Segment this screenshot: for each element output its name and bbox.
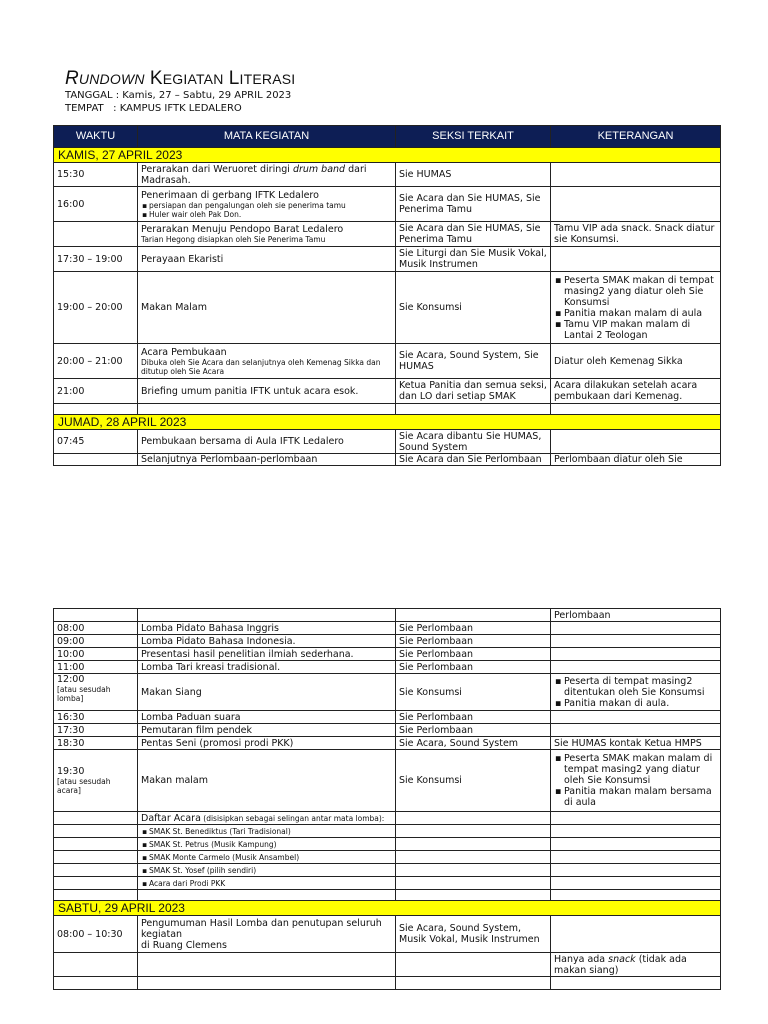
list-item: ▪ Peserta SMAK makan malam di tempat masing2 yang diatur oleh Sie Konsumsi bbox=[554, 753, 717, 786]
table-row bbox=[54, 953, 721, 977]
cell-keterangan bbox=[551, 674, 721, 711]
daftar-acara-heading: Daftar Acara (disisipkan sebagai selingan antar mata lomba): bbox=[138, 812, 396, 825]
cell-waktu: 20:00 – 21:00 bbox=[54, 344, 138, 379]
list-item: ▪ Huler wair oleh Pak Don. bbox=[141, 210, 392, 219]
cell-seksi: Sie Acara, Sound System, Sie HUMAS bbox=[396, 344, 551, 379]
cell-keterangan: Sie HUMAS kontak Ketua HMPS bbox=[551, 737, 721, 750]
cell-kegiatan: Lomba Paduan suara bbox=[138, 711, 396, 724]
table-row bbox=[54, 344, 721, 379]
cell-keterangan bbox=[551, 272, 721, 344]
table-row bbox=[54, 877, 721, 890]
table-row bbox=[54, 737, 721, 750]
cell-kegiatan: Pembukaan bersama di Aula IFTK Ledalero bbox=[138, 430, 396, 454]
table-row bbox=[54, 977, 721, 990]
cell-waktu: 18:30 bbox=[54, 737, 138, 750]
table-row bbox=[54, 163, 721, 187]
bullet-list bbox=[554, 753, 717, 808]
cell-kegiatan: Makan Malam bbox=[138, 272, 396, 344]
cell-kegiatan: Perarakan Menuju Pendopo Barat Ledalero Tarian Hegong disiapkan oleh Sie Penerima Tamu bbox=[138, 222, 396, 247]
table-row bbox=[54, 838, 721, 851]
list-item: ▪ Panitia makan malam bersama di aula bbox=[554, 786, 717, 808]
table-row bbox=[54, 379, 721, 404]
cell-seksi: Sie Konsumsi bbox=[396, 750, 551, 812]
cell-waktu: 08:00 – 10:30 bbox=[54, 916, 138, 953]
cell-seksi: Sie Perlombaan bbox=[396, 724, 551, 737]
cell-kegiatan: Makan Siang bbox=[138, 674, 396, 711]
bullet-list bbox=[141, 201, 392, 219]
cell-seksi: Sie Perlombaan bbox=[396, 711, 551, 724]
place-line: TEMPAT : KAMPUS IFTK LEDALERO bbox=[65, 103, 242, 114]
bullet-list bbox=[554, 676, 717, 709]
cell-keterangan bbox=[551, 916, 721, 953]
list-item: ▪ Tamu VIP makan malam di Lantai 2 Teologan bbox=[554, 319, 717, 341]
list-item: ▪ Panitia makan di aula. bbox=[554, 698, 717, 709]
cell-kegiatan: Selanjutnya Perlombaan-perlombaan bbox=[138, 454, 396, 466]
schedule-table-page1 bbox=[53, 125, 721, 466]
cell-seksi: Sie Konsumsi bbox=[396, 272, 551, 344]
day-label-jumad: JUMAD, 28 APRIL 2023 bbox=[54, 415, 721, 430]
table-row bbox=[54, 648, 721, 661]
table-row bbox=[54, 750, 721, 812]
cell-keterangan bbox=[551, 163, 721, 187]
table-row bbox=[54, 724, 721, 737]
cell-keterangan: Perlombaan diatur oleh Sie bbox=[551, 454, 721, 466]
cell-waktu: 16:30 bbox=[54, 711, 138, 724]
col-header-waktu: WAKTU bbox=[54, 126, 138, 148]
cell-waktu bbox=[54, 454, 138, 466]
list-item: ▪ Peserta di tempat masing2 ditentukan oleh Sie Konsumsi bbox=[554, 676, 717, 698]
date-line: TANGGAL : Kamis, 27 – Sabtu, 29 APRIL 2023 bbox=[65, 90, 292, 101]
cell-seksi: Sie Acara, Sound System bbox=[396, 737, 551, 750]
cell-kegiatan: Pemutaran film pendek bbox=[138, 724, 396, 737]
cell-waktu: 11:00 bbox=[54, 661, 138, 674]
list-item: ▪ persiapan dan pengalungan oleh sie penerima tamu bbox=[141, 201, 392, 210]
cell-waktu: 17:30 bbox=[54, 724, 138, 737]
cell-waktu: 17:30 – 19:00 bbox=[54, 247, 138, 272]
table-row bbox=[54, 890, 721, 901]
cell-waktu: 07:45 bbox=[54, 430, 138, 454]
cell-kegiatan: Presentasi hasil penelitian ilmiah sederhana. bbox=[138, 648, 396, 661]
table-row bbox=[54, 272, 721, 344]
list-item: ▪ SMAK St. Yosef (pilih sendiri) bbox=[138, 864, 396, 877]
day-label-sabtu: SABTU, 29 APRIL 2023 bbox=[54, 901, 721, 916]
cell-waktu bbox=[54, 222, 138, 247]
cell-seksi: Sie Acara dibantu Sie HUMAS, Sound System bbox=[396, 430, 551, 454]
cell-waktu: 10:00 bbox=[54, 648, 138, 661]
cell-seksi: Sie Perlombaan bbox=[396, 622, 551, 635]
cell-keterangan: Diatur oleh Kemenag Sikka bbox=[551, 344, 721, 379]
cell-keterangan bbox=[551, 247, 721, 272]
table-row bbox=[54, 916, 721, 953]
schedule-table-page2 bbox=[53, 608, 721, 990]
col-header-seksi-terkait: SEKSI TERKAIT bbox=[396, 126, 551, 148]
table-row bbox=[54, 674, 721, 711]
table-row bbox=[54, 247, 721, 272]
cell-kegiatan: Lomba Pidato Bahasa Inggris bbox=[138, 622, 396, 635]
table-row bbox=[54, 661, 721, 674]
cell-keterangan: Perlombaan bbox=[551, 609, 721, 622]
table-row bbox=[54, 635, 721, 648]
cell-kegiatan: Penerimaan di gerbang IFTK Ledalero ▪ persiapan dan pengalungan oleh sie penerima tamu ▪ Huler wair oleh Pak Don. bbox=[138, 187, 396, 222]
list-item: ▪ Panitia makan malam di aula bbox=[554, 308, 717, 319]
cell-waktu: 16:00 bbox=[54, 187, 138, 222]
cell-keterangan bbox=[551, 430, 721, 454]
list-item: ▪ SMAK St. Petrus (Musik Kampung) bbox=[138, 838, 396, 851]
cell-seksi: Sie Acara, Sound System, Musik Vokal, Musik Instrumen bbox=[396, 916, 551, 953]
cell-seksi: Sie HUMAS bbox=[396, 163, 551, 187]
list-item: ▪ SMAK St. Benediktus (Tari Tradisional) bbox=[138, 825, 396, 838]
cell-kegiatan: Lomba Pidato Bahasa Indonesia. bbox=[138, 635, 396, 648]
list-item: ▪ Acara dari Prodi PKK bbox=[138, 877, 396, 890]
table-row bbox=[54, 609, 721, 622]
cell-waktu: 21:00 bbox=[54, 379, 138, 404]
cell-seksi: Sie Perlombaan bbox=[396, 648, 551, 661]
cell-seksi: Sie Perlombaan bbox=[396, 635, 551, 648]
cell-seksi: Sie Konsumsi bbox=[396, 674, 551, 711]
cell-kegiatan: Acara Pembukaan Dibuka oleh Sie Acara dan selanjutnya oleh Kemenag Sikka dan ditutup oleh Sie Acara bbox=[138, 344, 396, 379]
table-row bbox=[54, 222, 721, 247]
cell-waktu: 09:00 bbox=[54, 635, 138, 648]
cell-kegiatan: Perayaan Ekaristi bbox=[138, 247, 396, 272]
table-row bbox=[54, 864, 721, 877]
cell-seksi: Sie Acara dan Sie Perlombaan bbox=[396, 454, 551, 466]
table-row bbox=[54, 812, 721, 825]
cell-keterangan bbox=[551, 187, 721, 222]
bullet-list bbox=[554, 275, 717, 341]
cell-kegiatan: Briefing umum panitia IFTK untuk acara esok. bbox=[138, 379, 396, 404]
cell-seksi: Sie Acara dan Sie HUMAS, Sie Penerima Tamu bbox=[396, 222, 551, 247]
list-item: ▪ Peserta SMAK makan di tempat masing2 yang diatur oleh Sie Konsumsi bbox=[554, 275, 717, 308]
table-row bbox=[54, 711, 721, 724]
cell-seksi: Sie Liturgi dan Sie Musik Vokal, Musik Instrumen bbox=[396, 247, 551, 272]
cell-kegiatan: Perarakan dari Weruoret diringi drum band dari Madrasah. bbox=[138, 163, 396, 187]
cell-keterangan: Tamu VIP ada snack. Snack diatur sie Konsumsi. bbox=[551, 222, 721, 247]
cell-waktu: 19:00 – 20:00 bbox=[54, 272, 138, 344]
table-row bbox=[54, 454, 721, 466]
table-row bbox=[54, 851, 721, 864]
cell-waktu: 19:30 [atau sesudah acara] bbox=[54, 750, 138, 812]
cell-kegiatan: Makan malam bbox=[138, 750, 396, 812]
cell-keterangan bbox=[551, 750, 721, 812]
cell-seksi: Sie Perlombaan bbox=[396, 661, 551, 674]
table-row bbox=[54, 825, 721, 838]
table-row bbox=[54, 622, 721, 635]
cell-waktu: 15:30 bbox=[54, 163, 138, 187]
document-header bbox=[65, 68, 295, 115]
cell-seksi: Sie Acara dan Sie HUMAS, Sie Penerima Tamu bbox=[396, 187, 551, 222]
table-row bbox=[54, 404, 721, 415]
list-item: ▪ SMAK Monte Carmelo (Musik Ansambel) bbox=[138, 851, 396, 864]
cell-waktu: 08:00 bbox=[54, 622, 138, 635]
cell-keterangan: Acara dilakukan setelah acara pembukaan dari Kemenag. bbox=[551, 379, 721, 404]
col-header-keterangan: KETERANGAN bbox=[551, 126, 721, 148]
cell-keterangan: Hanya ada snack (tidak ada makan siang) bbox=[551, 953, 721, 977]
document-title: RUNDOWN KEGIATAN LITERASI bbox=[65, 68, 296, 89]
cell-kegiatan: Pengumuman Hasil Lomba dan penutupan seluruh kegiatan di Ruang Clemens bbox=[138, 916, 396, 953]
table-row bbox=[54, 430, 721, 454]
table-row bbox=[54, 187, 721, 222]
col-header-mata-kegiatan: MATA KEGIATAN bbox=[138, 126, 396, 148]
cell-waktu: 12:00 [atau sesudah lomba] bbox=[54, 674, 138, 711]
day-label-kamis: KAMIS, 27 APRIL 2023 bbox=[54, 148, 721, 163]
cell-seksi: Ketua Panitia dan semua seksi, dan LO dari setiap SMAK bbox=[396, 379, 551, 404]
cell-kegiatan: Pentas Seni (promosi prodi PKK) bbox=[138, 737, 396, 750]
cell-kegiatan: Lomba Tari kreasi tradisional. bbox=[138, 661, 396, 674]
